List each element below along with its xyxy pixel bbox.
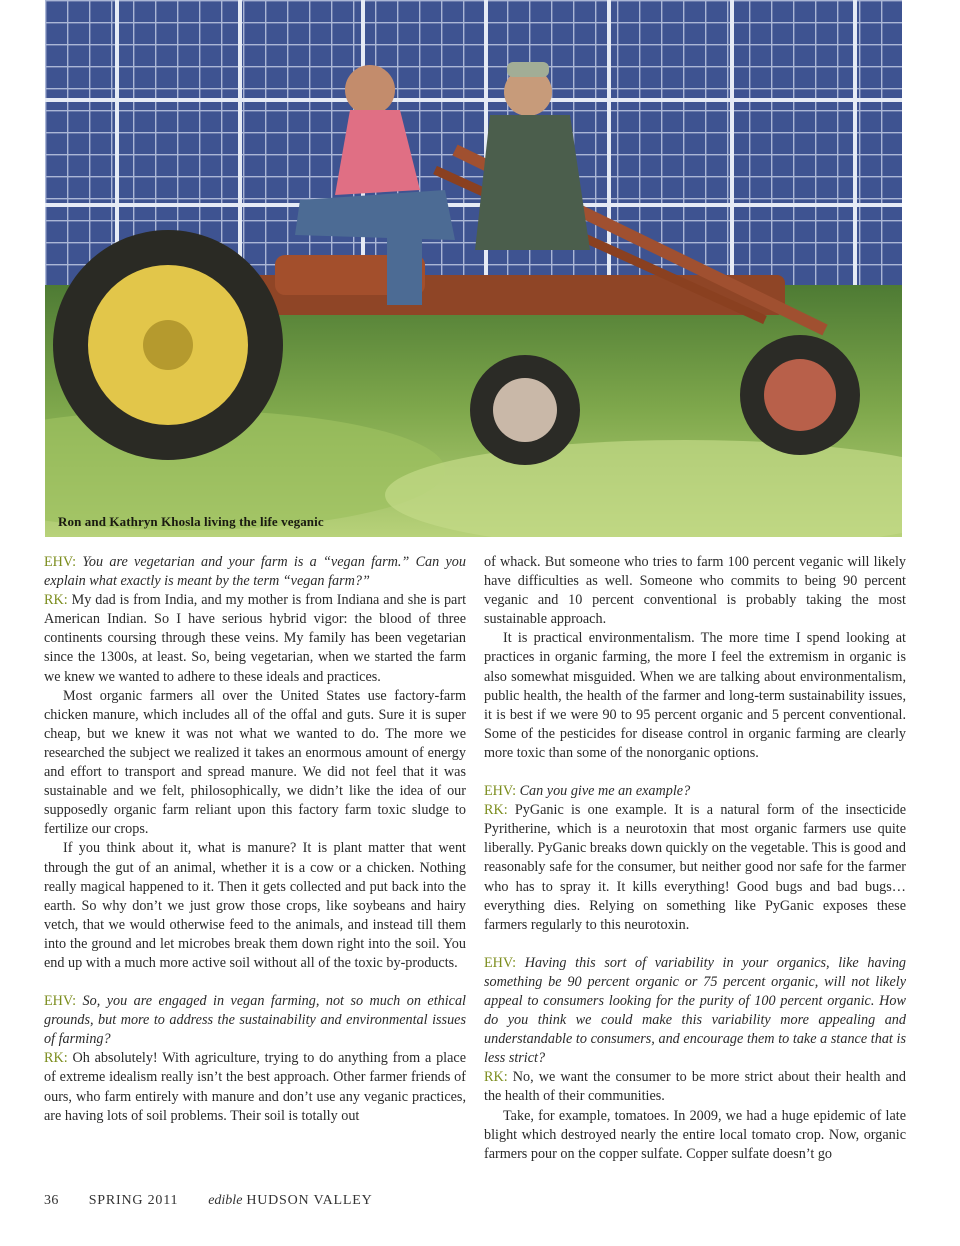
publication-title: HUDSON VALLEY: [246, 1193, 373, 1208]
left-column: [44, 553, 466, 1126]
publication-italic: edible: [208, 1193, 243, 1208]
answer-text: PyGanic is one example. It is a natural form of the insecticide Pyritherine, which is a neurotoxin that most organic farmers use quite liberally. PyGanic breaks down quickly on the vegetable. This is good and reasonably safe for the consumer, but neither good nor safe for the farmer who has to spray it. It kills everything! Good bugs and bad bugs…everything dies. Relying on something like PyGanic exposes these farmers regularly to this neurotoxin.: [484, 802, 907, 933]
answer-paragraph: [44, 1049, 466, 1125]
feature-photo: [45, 0, 902, 537]
body-paragraph: Most organic farmers all over the United States use factory-farm chicken manure, which includes all of the offal and guts. Sure it is super cheap, but we knew it was not what we wanted to do. The more we researched the subject we realized it takes an enormous amount of energy and effort to transport and spread manure. We did not feel that it was sustainable and we felt, philosophically, we didn’t like the idea of our supposedly organic farm reliant upon this factory farm toxic sludge to fertilize our crops.: [44, 687, 466, 838]
answer-text: No, we want the consumer to be more strict about their health and the health of their communities.: [484, 1069, 906, 1105]
speaker-tag-ehv: EHV:: [484, 783, 517, 800]
publication-name: [208, 1193, 372, 1208]
speaker-tag-rk: RK:: [44, 592, 68, 609]
answer-text: Oh absolutely! With agriculture, trying to do anything from a place of extreme idealism really isn’t the best approach. Other farmer friends of ours, who farm entirely with manure and don’t use any veganic practices, are having lots of soil problems. Their soil is totally out: [44, 1050, 467, 1124]
body-paragraph: It is practical environmentalism. The more time I spend looking at practices in organic farming, the more I feel the extremism in organic is also somewhat misguided. When we are talking about environmentalism, public health, the health of the farmer and long-term sustainability issues, it is best if we were 90 to 95 percent organic and 5 percent conventional. Some of the pesticides for disease control in organic farming are clearly more toxic than some of the nonorganic options.: [484, 630, 906, 761]
answer-paragraph: [44, 591, 466, 686]
page-number: 36: [44, 1193, 59, 1208]
body-paragraph: If you think about it, what is manure? It is plant matter that went through the gut of an animal, whether it is a cow or a chicken. Nothing really magical happened to it. Then it gets collected and put back into the earth. So why don’t we just grow those crops, like soybeans and hairy vetch, that we would otherwise feed to the animals, and instead till them into the ground and let microbes break them down right into the soil. You end up with a much more active soil without all of the toxic by-products.: [44, 840, 466, 971]
answer-paragraph: [484, 1068, 906, 1106]
photo-illustration: [45, 0, 902, 537]
speaker-tag-rk: RK:: [484, 1069, 508, 1086]
right-column: [484, 553, 906, 1164]
speaker-tag-ehv: EHV:: [44, 554, 77, 570]
question-text: So, you are engaged in vegan farming, not so much on ethical grounds, but more to address the sustainability and environmental issues of farming?: [44, 993, 466, 1048]
body-paragraph: of whack. But someone who tries to farm 100 percent veganic will likely have difficulties as well. Someone who commits to being 90 percent veganic and 10 percent conventional is probably taking the most sustainable approach.: [484, 554, 906, 628]
photo-caption: Ron and Kathryn Khosla living the life veganic: [58, 514, 324, 529]
issue-label: SPRING 2011: [88, 1193, 179, 1208]
speaker-tag-rk: RK:: [44, 1050, 68, 1067]
speaker-tag-ehv: EHV:: [484, 954, 517, 971]
question-text: Can you give me an example?: [519, 783, 691, 800]
answer-paragraph: [484, 801, 906, 935]
question-paragraph: [484, 954, 906, 1069]
speaker-tag-rk: RK:: [484, 802, 508, 819]
speaker-tag-ehv: EHV:: [44, 993, 77, 1010]
question-text: Having this sort of variability in your organics, like having something be 90 percent organic or 75 percent organic, will not likely appeal to consumers looking for the purity of 100 percent organic. How do you think we could make this variability more appealing and understandable to consumers, and encourage them to take a stance that is less strict?: [484, 954, 907, 1067]
question-text: You are vegetarian and your farm is a “vegan farm.” Can you explain what exactly is meant by the term “vegan farm?”: [44, 554, 466, 590]
page-footer: [44, 1193, 399, 1209]
question-paragraph: [484, 782, 906, 801]
question-paragraph: [44, 992, 466, 1049]
answer-text: My dad is from India, and my mother is from Indiana and she is part American Indian. So I have serious hybrid vigor: the blood of three continents coursing through these veins. My family has been vegetarian since the 1300s, at least. So, being vegetarian, when we started the farm we knew we wanted to adhere to these ideals and practices.: [44, 592, 467, 685]
body-paragraph: Take, for example, tomatoes. In 2009, we had a huge epidemic of late blight which destroyed nearly the entire local tomato crop. Now, organic farmers pour on the copper sulfate. Copper sulfate doesn’t go: [484, 1107, 906, 1162]
question-paragraph: [44, 553, 466, 591]
